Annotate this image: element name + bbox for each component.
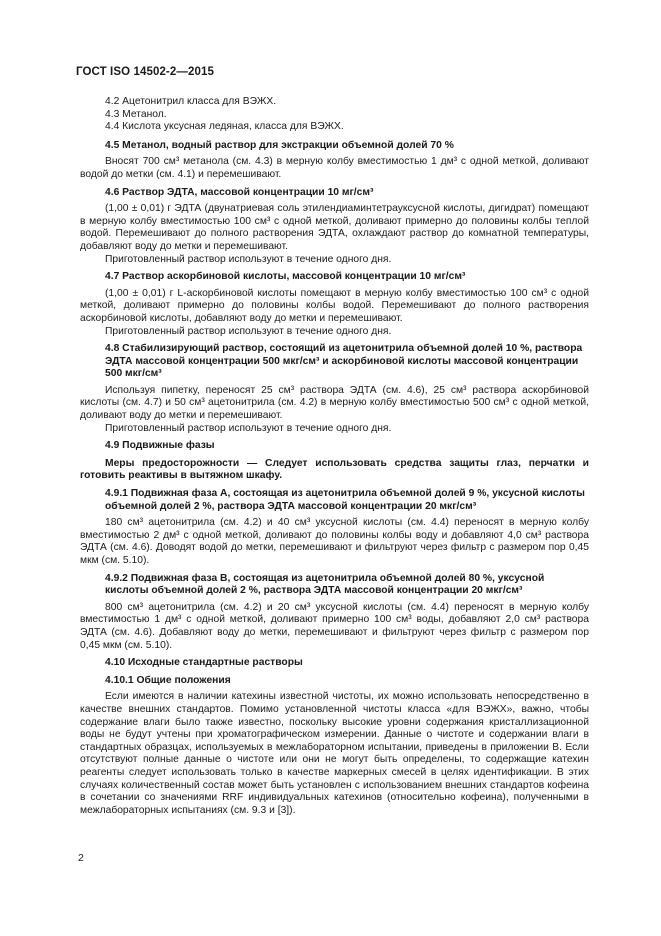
paragraph: Приготовленный раствор используют в течение одного дня. [105, 422, 392, 434]
warning-text: Меры предосторожности — Следует использовать средства защиты глаз, перчатки и готовить реактивы в вытяжном шкафу. [80, 457, 589, 482]
section-heading: 4.9.2 Подвижная фаза В, состоящая из ацетонитрила объемной долей 80 %, уксусной кислоты объемной долей 2 %, раствора ЭДТА массовой концентрации 20 мкг/см³ [105, 572, 545, 597]
paragraph: (1,00 ± 0,01) г ЭДТА (двунатриевая соль этилендиаминтетрауксусной кислоты, дигидрат) помещают в мерную колбу вместимостью 100 см³ с одной меткой, доливают примерно до половины колбы теплой водой. Перемешивают до полного растворения ЭДТА, охлаждают раствор до комнатной температуры, добавляют воду до метки и перемешивают. [80, 203, 589, 252]
paragraph: Приготовленный раствор используют в течение одного дня. [105, 325, 392, 337]
paragraph: Вносят 700 см³ метанола (см. 4.3) в мерную колбу вместимостью 1 дм³ с одной меткой, доливают водой до метки (см. 4.1) и перемешивают. [80, 156, 589, 180]
section-heading: 4.9.1 Подвижная фаза А, состоящая из ацетонитрила объемной долей 9 %, уксусной кислоты объемной долей 2 %, раствора ЭДТА массовой концентрации 20 мкг/см³ [105, 488, 585, 512]
paragraph: (1,00 ± 0,01) г L-аскорбиновой кислоты помещают в мерную колбу вместимостью 100 см³ с одной меткой, доливают примерно до половины колбы водой. Перемешивают до полного растворения аскорбиновой кислоты, добавляют воду до метки и перемешивают. [80, 287, 589, 324]
paragraph: Используя пипетку, переносят 25 см³ раствора ЭДТА (см. 4.6), 25 см³ раствора аскорбиновой кислоты (см. 4.7) и 50 см³ ацетонитрила (см. 4.2) в мерную колбу вместимостью 500 см³ с одной меткой, доливают воду до метки и перемешивают. [80, 384, 589, 422]
section-heading: 4.10.1 Общие положения [105, 674, 231, 686]
list-item: 4.3 Метанол. [105, 108, 167, 120]
paragraph: 180 см³ ацетонитрила (см. 4.2) и 40 см³ уксусной кислоты (см. 4.4) переносят в мерную колбу вместимостью 2 дм³ с одной меткой, доливают до половины колбы воду и добавляют 4,0 см³ раствора ЭДТА (см. 4.6). Доводят водой до метки, перемешивают и фильтруют через фильтр с размером пор 0,45 мкм (см. 5.10). [80, 517, 589, 566]
section-heading: 4.5 Метанол, водный раствор для экстракции объемной долей 70 % [105, 139, 454, 151]
section-heading: 4.7 Раствор аскорбиновой кислоты, массовой концентрации 10 мг/см³ [105, 271, 466, 283]
section-heading: 4.10 Исходные стандартные растворы [105, 657, 303, 669]
document-header: ГОСТ ISO 14502-2—2015 [76, 66, 214, 78]
section-heading: 4.9 Подвижные фазы [105, 440, 215, 452]
paragraph: Приготовленный раствор используют в течение одного дня. [105, 253, 392, 265]
paragraph: 800 см³ ацетонитрила (см. 4.2) и 20 см³ уксусной кислоты (см. 4.4) переносят в мерную колбу вместимостью 1 дм³ с одной меткой, доливают примерно 100 см³ воды, добавляют 2,0 см³ раствора ЭДТА (см. 4.6). Добавляют воду до метки, перемешивают и фильтруют через фильтр с размером пор 0,45 мкм (см. 5.10). [80, 601, 589, 651]
list-item: 4.2 Ацетонитрил класса для ВЭЖХ. [105, 96, 277, 107]
list-item: 4.4 Кислота уксусная ледяная, класса для ВЭЖХ. [105, 121, 344, 133]
page-number: 2 [78, 852, 84, 864]
document-body [80, 96, 589, 817]
section-heading: 4.6 Раствор ЭДТА, массовой концентрации 10 мг/см³ [105, 186, 374, 198]
section-heading: 4.8 Стабилизирующий раствор, состоящий из ацетонитрила объемной долей 10 %, раствора ЭДТА массовой концентрации 500 мкг/см³ и аскорбиновой кислоты массовой концентрации 500 мкг/см³ [105, 343, 583, 380]
paragraph: Если имеются в наличии катехины известной чистоты, их можно использовать непосредственно в качестве внешних стандартов. Помимо установленной чистоты класса «для ВЭЖХ», важно, чтобы содержание влаги было также известно, поскольку высокие уровни содержания кристаллизационной воды не будут учтены при хроматографическом измерении. Данные о чистоте и содержании влаги в стандартных образцах, используемых в межлабораторном испытании, приведены в приложении В. Если отсутствуют полные данные о чистоте или они не могут быть определены, то содержащие катехин реагенты следует использовать только в качестве маркерных смесей в целях идентификации. В этих случаях количественный состав может быть установлен с использованием внешних стандартов кофеина в сочетании со значениями RRF индивидуальных катехинов (относительно кофеина), полученными в межлабораторных испытаниях (см. 9.3 и [3]). [80, 691, 589, 816]
